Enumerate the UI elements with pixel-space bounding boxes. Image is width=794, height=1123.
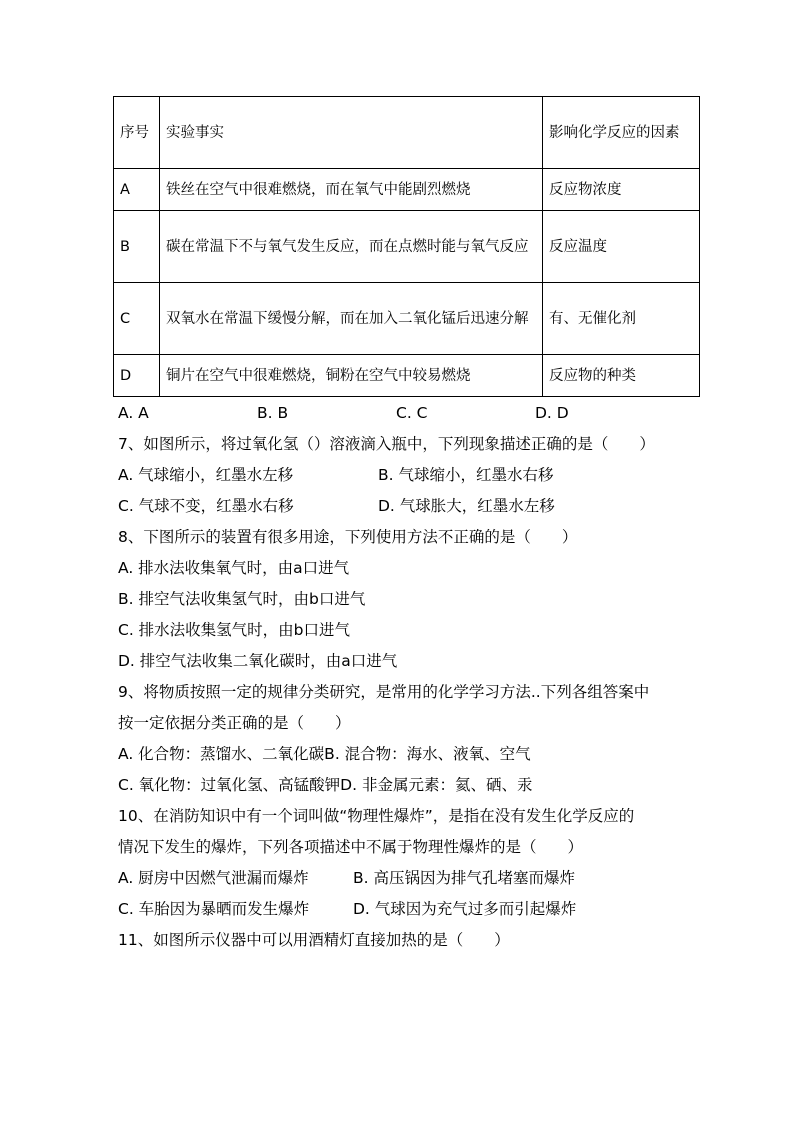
header-seq: 序号 — [114, 97, 160, 169]
row-factor: 反应物浓度 — [543, 169, 700, 211]
q8-stem: 8、下图所示的装置有很多用途，下列使用方法不正确的是（ ） — [118, 528, 578, 546]
q8-option-a: A. 排水法收集氧气时，由a口进气 — [118, 559, 350, 577]
row-fact: 铁丝在空气中很难燃烧，而在氧气中能剧烈燃烧 — [160, 169, 543, 211]
option-c: C. C — [396, 404, 428, 422]
q10-stem-line2: 情况下发生的爆炸，下列各项描述中不属于物理性爆炸的是（ ） — [118, 838, 584, 856]
row-fact: 碳在常温下不与氧气发生反应，而在点燃时能与氧气反应 — [160, 211, 543, 283]
option-a: A. A — [118, 404, 149, 422]
question-list — [118, 398, 678, 956]
q9-stem-line1: 9、将物质按照一定的规律分类研究，是常用的化学学习方法..下列各组答案中 — [118, 683, 650, 701]
q9-stem-line2: 按一定依据分类正确的是（ ） — [118, 714, 351, 732]
q9-options-line1: A. 化合物：蒸馏水、二氧化碳B. 混合物：海水、液氧、空气 — [118, 745, 531, 763]
header-fact: 实验事实 — [160, 97, 543, 169]
q9-options-line2: C. 氧化物：过氧化氢、高锰酸钾D. 非金属元素：氦、硒、汞 — [118, 776, 533, 794]
table-header-row — [114, 97, 700, 169]
q8-option-b: B. 排空气法收集氢气时，由b口进气 — [118, 590, 366, 608]
row-factor: 有、无催化剂 — [543, 283, 700, 355]
table-row — [114, 169, 700, 211]
row-fact: 双氧水在常温下缓慢分解，而在加入二氧化锰后迅速分解 — [160, 283, 543, 355]
table-row — [114, 355, 700, 397]
option-d: D. D — [535, 404, 569, 422]
option-d: D. 气球胀大，红墨水左移 — [378, 497, 555, 515]
row-id: D — [114, 355, 160, 397]
q10-options-row2 — [118, 894, 678, 925]
option-b: B. 气球缩小，红墨水右移 — [378, 466, 554, 484]
q8-option-c: C. 排水法收集氢气时，由b口进气 — [118, 621, 351, 639]
table-row — [114, 211, 700, 283]
q7-options-row1 — [118, 460, 678, 491]
q7-stem: 7、如图所示，将过氧化氢（）溶液滴入瓶中，下列现象描述正确的是（ ） — [118, 435, 655, 453]
option-a: A. 气球缩小，红墨水左移 — [118, 466, 294, 484]
q8-option-d: D. 排空气法收集二氧化碳时，由a口进气 — [118, 652, 398, 670]
q11-stem: 11、如图所示仪器中可以用酒精灯直接加热的是（ ） — [118, 931, 510, 949]
option-d: D. 气球因为充气过多而引起爆炸 — [353, 900, 577, 918]
option-b: B. 高压锅因为排气孔堵塞而爆炸 — [353, 869, 575, 887]
q10-options-row1 — [118, 863, 678, 894]
q7-options-row2 — [118, 491, 678, 522]
row-factor: 反应温度 — [543, 211, 700, 283]
row-fact: 铜片在空气中很难燃烧，铜粉在空气中较易燃烧 — [160, 355, 543, 397]
option-b: B. B — [257, 404, 289, 422]
q10-stem-line1: 10、在消防知识中有一个词叫做“物理性爆炸”，是指在没有发生化学反应的 — [118, 807, 635, 825]
experiment-table — [113, 96, 700, 397]
option-a: A. 厨房中因燃气泄漏而爆炸 — [118, 869, 309, 887]
row-id: A — [114, 169, 160, 211]
row-factor: 反应物的种类 — [543, 355, 700, 397]
option-c: C. 车胎因为暴晒而发生爆炸 — [118, 900, 310, 918]
table-row — [114, 283, 700, 355]
option-c: C. 气球不变，红墨水右移 — [118, 497, 294, 515]
q6-options — [118, 398, 678, 429]
row-id: B — [114, 211, 160, 283]
row-id: C — [114, 283, 160, 355]
header-factor: 影响化学反应的因素 — [543, 97, 700, 169]
